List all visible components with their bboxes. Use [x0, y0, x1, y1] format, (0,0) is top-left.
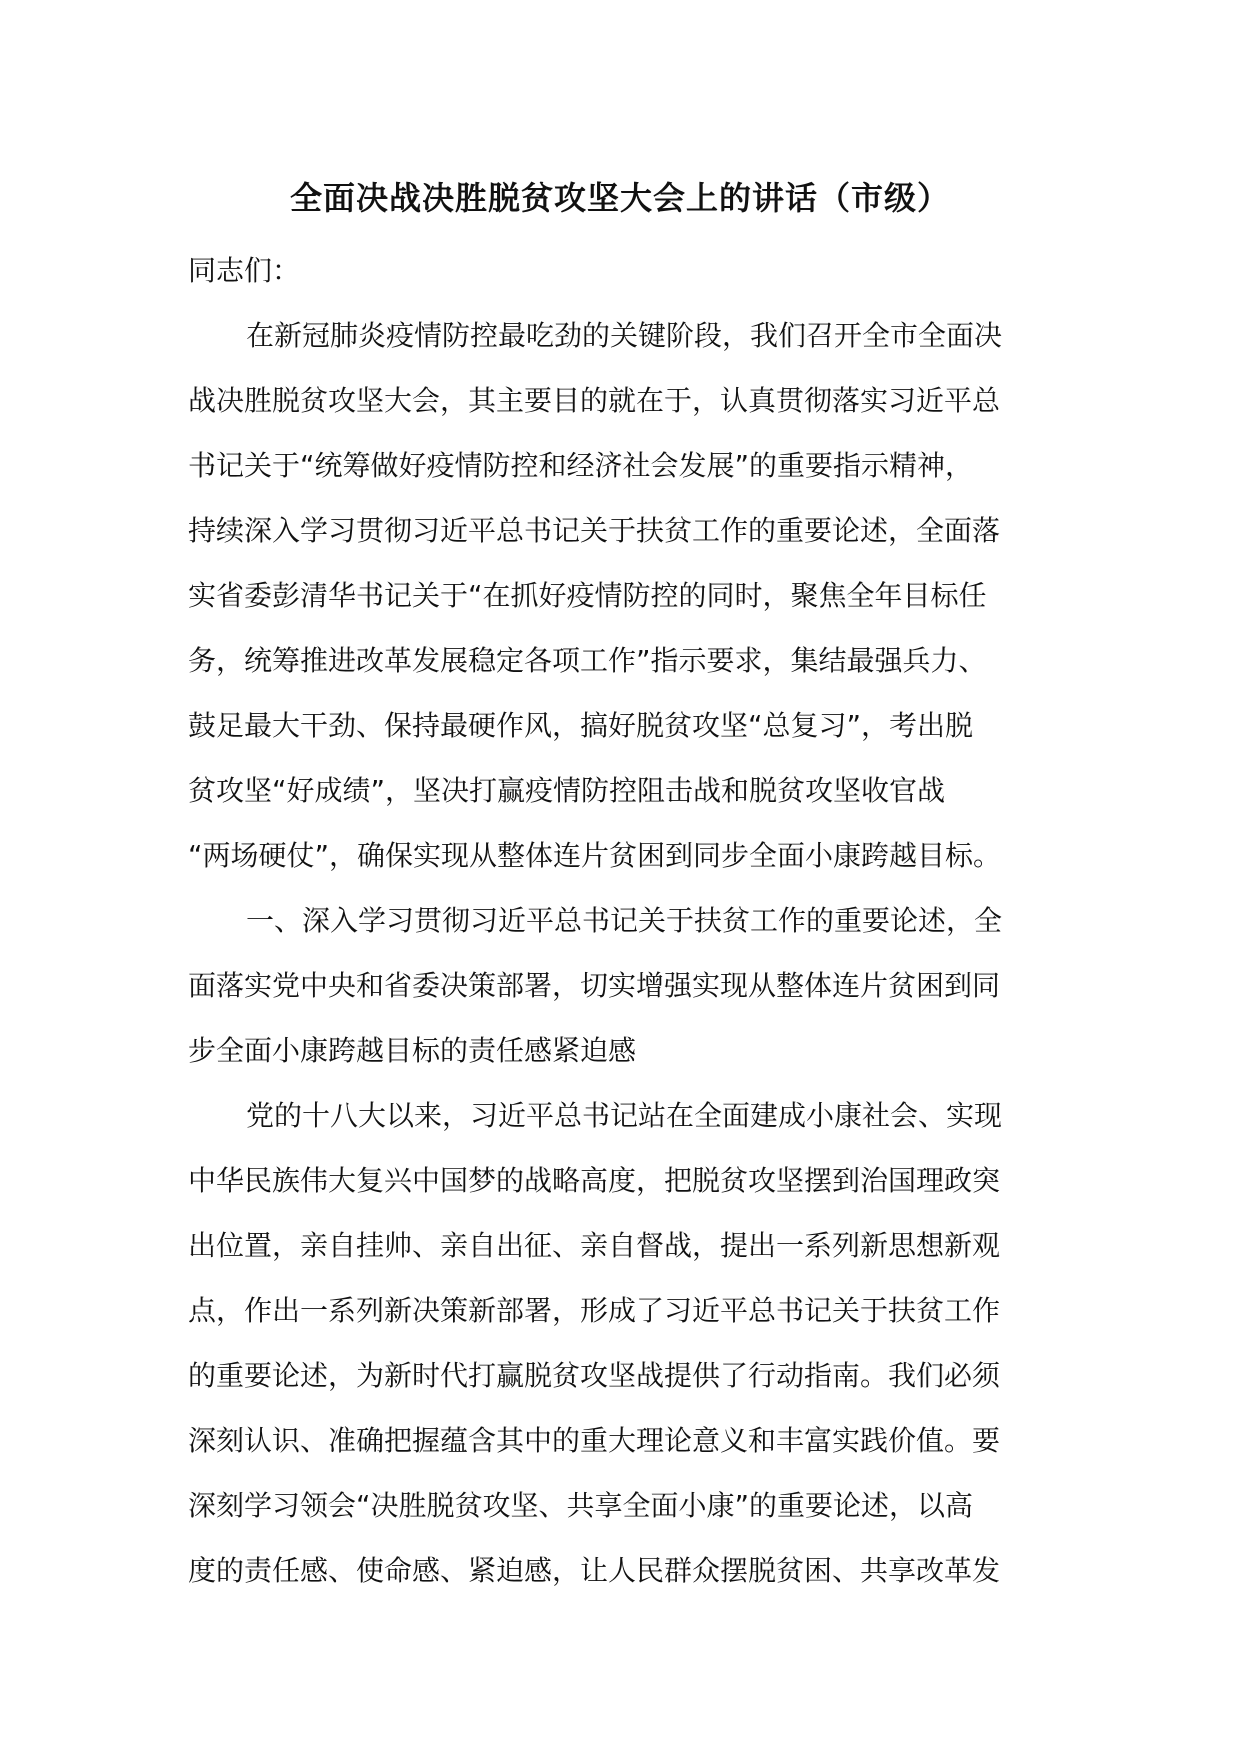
paragraph-line: 贫攻坚“好成绩”，坚决打赢疫情防控阻击战和脱贫攻坚收官战	[188, 774, 946, 807]
heading-line: 步全面小康跨越目标的责任感紧迫感	[188, 1034, 637, 1067]
paragraph-line: 的重要论述，为新时代打赢脱贫攻坚战提供了行动指南。我们必须	[188, 1359, 1001, 1392]
paragraph-line: 点，作出一系列新决策新部署，形成了习近平总书记关于扶贫工作	[188, 1294, 1001, 1327]
paragraph-line: “两场硬仗”，确保实现从整体连片贫困到同步全面小康跨越目标。	[188, 839, 1002, 872]
paragraph-line: 中华民族伟大复兴中国梦的战略高度，把脱贫攻坚摆到治国理政突	[188, 1164, 1001, 1197]
document-body	[188, 238, 1068, 1603]
paragraph-line: 书记关于“统筹做好疫情防控和经济社会发展”的重要指示精神，	[188, 449, 974, 482]
heading-line: 面落实党中央和省委决策部署，切实增强实现从整体连片贫困到同	[188, 969, 1001, 1002]
paragraph-line: 党的十八大以来，习近平总书记站在全面建成小康社会、实现	[246, 1099, 1003, 1132]
paragraph-line: 鼓足最大干劲、保持最硬作风，搞好脱贫攻坚“总复习”，考出脱	[188, 709, 974, 742]
paragraph-2	[188, 1083, 1068, 1603]
paragraph-line: 战决胜脱贫攻坚大会，其主要目的就在于，认真贯彻落实习近平总	[188, 384, 1001, 417]
heading-line: 一、深入学习贯彻习近平总书记关于扶贫工作的重要论述，全	[246, 904, 1003, 937]
paragraph-line: 出位置，亲自挂帅、亲自出征、亲自督战，提出一系列新思想新观	[188, 1229, 1001, 1262]
paragraph-line: 深刻学习领会“决胜脱贫攻坚、共享全面小康”的重要论述，以高	[188, 1489, 974, 1522]
paragraph-1	[188, 303, 1068, 888]
paragraph-line: 深刻认识、准确把握蕴含其中的重大理论意义和丰富实践价值。要	[188, 1424, 1001, 1457]
section-heading-1	[188, 888, 1068, 1083]
paragraph-line: 在新冠肺炎疫情防控最吃劲的关键阶段，我们召开全市全面决	[246, 319, 1003, 352]
paragraph-line: 度的责任感、使命感、紧迫感，让人民群众摆脱贫困、共享改革发	[188, 1554, 1001, 1587]
document-title: 全面决战决胜脱贫攻坚大会上的讲话（市级）	[289, 179, 950, 217]
paragraph-line: 务，统筹推进改革发展稳定各项工作”指示要求，集结最强兵力、	[188, 644, 987, 677]
paragraph-line: 持续深入学习贯彻习近平总书记关于扶贫工作的重要论述，全面落	[188, 514, 1001, 547]
paragraph-line: 实省委彭清华书记关于“在抓好疫情防控的同时，聚焦全年目标任	[188, 579, 987, 612]
greeting: 同志们：	[188, 254, 301, 287]
